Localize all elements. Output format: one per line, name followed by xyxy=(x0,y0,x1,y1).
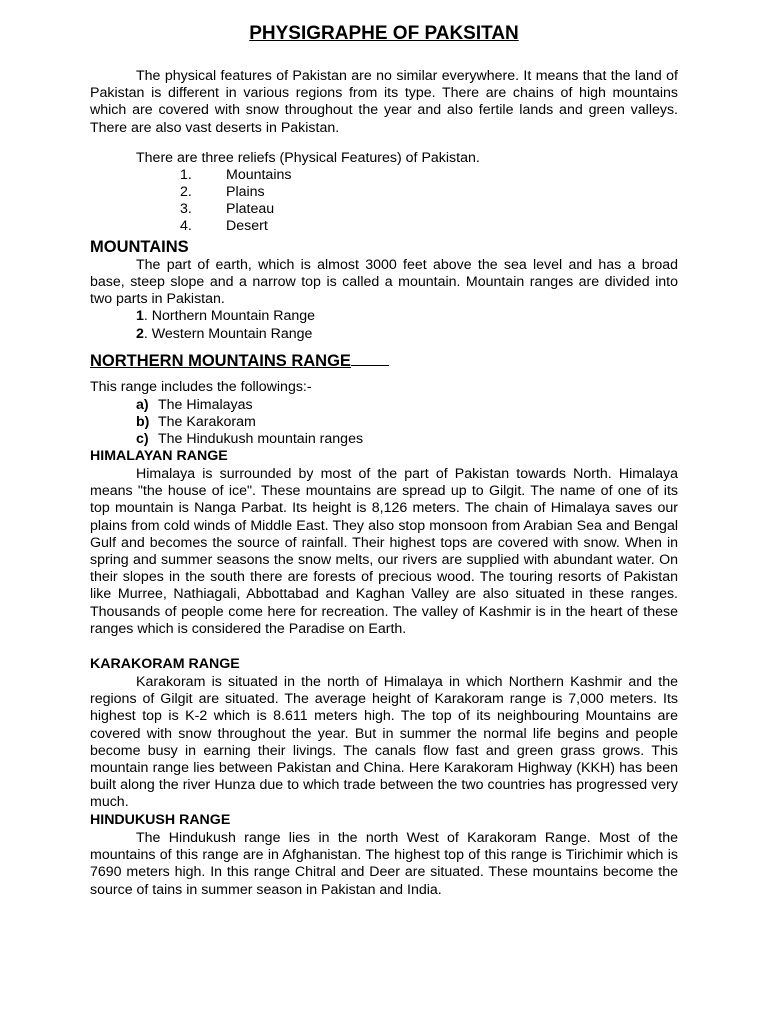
list-item xyxy=(136,308,315,325)
list-number: c) xyxy=(136,431,149,447)
heading-underline xyxy=(351,351,389,366)
page-title: PHYSIGRAPHE OF PAKSITAN xyxy=(249,23,519,44)
list-item xyxy=(136,431,363,448)
mountains-heading: MOUNTAINS xyxy=(90,238,189,256)
list-item xyxy=(180,184,265,201)
northern-heading xyxy=(90,351,678,371)
list-label: The Karakoram xyxy=(158,414,256,430)
list-item xyxy=(180,167,291,184)
mountains-paragraph: The part of earth, which is almost 3000 feet above the sea level and has a broad base, steep slope and a narrow top is called a mountain. Mountain ranges are divided into two parts in Pakistan. xyxy=(90,257,678,308)
list-label: Mountains xyxy=(226,167,292,183)
list-number: 2 xyxy=(136,326,144,342)
himalayan-heading: HIMALAYAN RANGE xyxy=(90,448,228,464)
himalayan-paragraph: Himalaya is surrounded by most of the part of Pakistan towards North. Himalaya means "the house of ice". These mountains are spread up to Gilgit. The name of one of its top mountain is Nanga Parbat. Its height is 8,126 meters. The chain of Himalaya saves our plains from cold winds of Middle East. They also stop monsoon from Arabian Sea and Bengal Gulf and becomes the source of rainfall. Their highest tops are covered with snow. When in spring and summer seasons the snow melts, our rivers are supplied with abundant water. On their slopes in the south there are forests of precious wood. The touring resorts of Pakistan like Murree, Nathiagali, Abbottabad and Kaghan Valley are also situated in these ranges. Thousands of people come here for recreation. The valley of Kashmir is in the heart of these ranges which is considered the Paradise on Earth. xyxy=(90,466,678,637)
list-label: Desert xyxy=(226,218,268,234)
list-number: a) xyxy=(136,397,149,413)
hindukush-paragraph: The Hindukush range lies in the north West of Karakoram Range. Most of the mountains of this range are in Afghanistan. The highest top of this range is Tirichimir which is 7690 meters high. In this range Chitral and Deer are situated. These mountains become the source of tains in summer season in Pakistan and India. xyxy=(90,830,678,898)
northern-intro: This range includes the followings:- xyxy=(90,379,312,395)
list-label: The Himalayas xyxy=(158,397,253,413)
list-label: The Hindukush mountain ranges xyxy=(158,431,364,447)
northern-heading-text: NORTHERN MOUNTAINS RANGE xyxy=(90,352,351,370)
intro-paragraph: The physical features of Pakistan are no similar everywhere. It means that the land of Pakistan is different in various regions from its type. There are chains of high mountains which are covered with snow throughout the year and also fertile lands and green valleys. There are also vast deserts in Pakistan. xyxy=(90,68,678,136)
list-number: b) xyxy=(136,414,150,430)
list-item xyxy=(136,414,256,431)
hindukush-heading: HINDUKUSH RANGE xyxy=(90,812,231,828)
list-item xyxy=(136,397,253,414)
list-number: 1 xyxy=(136,308,144,324)
list-item xyxy=(136,326,312,343)
list-number: 1. xyxy=(180,167,192,183)
list-item xyxy=(180,218,268,235)
list-label: . Northern Mountain Range xyxy=(143,308,316,324)
list-item xyxy=(180,201,274,218)
list-label: Plateau xyxy=(226,201,275,217)
list-number: 4. xyxy=(180,218,192,234)
reliefs-intro: There are three reliefs (Physical Features) of Pakistan. xyxy=(136,150,480,166)
list-label: Plains xyxy=(226,184,265,200)
list-number: 3. xyxy=(180,201,192,217)
karakoram-heading: KARAKORAM RANGE xyxy=(90,656,240,672)
list-label: . Western Mountain Range xyxy=(143,326,313,342)
list-number: 2. xyxy=(180,184,192,200)
karakoram-paragraph: Karakoram is situated in the north of Himalaya in which Northern Kashmir and the regions of Gilgit are situated. The average height of Karakoram range is 7,000 meters. Its highest top is K-2 which is 8.611 meters high. The top of its neighbouring Mountains are covered with snow throughout the year. But in summer the normal life begins and people become busy in earning their livings. The canals flow fast and green grass grows. This mountain range lies between Pakistan and China. Here Karakoram Highway (KKH) has been built along the river Hunza due to which trade between the two countries has progressed very much. xyxy=(90,674,678,811)
